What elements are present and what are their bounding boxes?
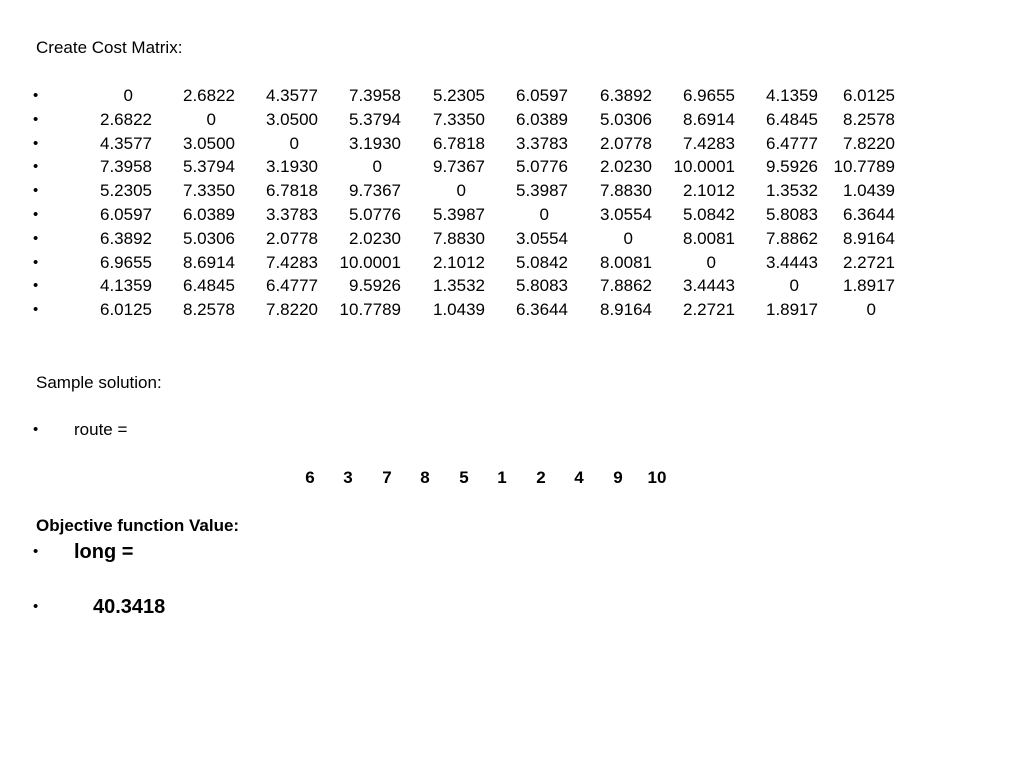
- matrix-cell: 3.0554: [516, 228, 568, 248]
- matrix-row: [0, 203, 1024, 227]
- matrix-cell: 4.1359: [766, 86, 818, 105]
- bullet-marker: •: [33, 543, 39, 560]
- matrix-cell: 0: [539, 205, 549, 224]
- matrix-cell: 7.3350: [183, 181, 235, 201]
- matrix-cell: 2.2721: [683, 300, 735, 320]
- route-stop: 5: [459, 468, 469, 487]
- matrix-cell: 7.8830: [433, 228, 485, 248]
- matrix-cell: 7.3958: [100, 157, 152, 177]
- matrix-cell: 1.8917: [766, 300, 818, 320]
- matrix-cell: 6.9655: [683, 86, 735, 105]
- matrix-cell: 6.4845: [183, 276, 235, 296]
- matrix-cell: 3.1930: [266, 157, 318, 177]
- matrix-cell: 6.0389: [516, 109, 568, 129]
- matrix-cell: 2.1012: [683, 181, 735, 201]
- matrix-cell: 2.6822: [183, 86, 235, 105]
- bullet-marker: •: [33, 598, 39, 615]
- matrix-cell: 1.0439: [433, 300, 485, 320]
- matrix-row: [0, 84, 1024, 108]
- route-stop: 2: [536, 468, 546, 487]
- matrix-cell: 5.3794: [349, 109, 401, 129]
- bullet-marker: •: [33, 158, 39, 176]
- matrix-cell: 5.3794: [183, 157, 235, 177]
- matrix-cell: 6.4845: [766, 109, 818, 129]
- matrix-cell: 2.0778: [266, 228, 318, 248]
- bullet-marker: •: [33, 253, 39, 271]
- route-stop: 10: [647, 468, 667, 487]
- route-values: [0, 466, 1024, 490]
- bullet-marker: •: [33, 182, 39, 200]
- matrix-cell: 3.3783: [266, 205, 318, 224]
- matrix-cell: 0: [623, 228, 633, 248]
- matrix-cell: 4.3577: [100, 133, 152, 153]
- matrix-cell: 3.0500: [183, 133, 235, 153]
- matrix-cell: 10.0001: [673, 157, 735, 177]
- matrix-cell: 5.0842: [516, 252, 568, 272]
- matrix-cell: 7.3958: [349, 86, 401, 105]
- matrix-cell: 0: [866, 300, 876, 320]
- matrix-cell: 6.4777: [766, 133, 818, 153]
- matrix-row: [0, 108, 1024, 132]
- bullet-marker: •: [33, 206, 39, 223]
- matrix-cell: 5.8083: [516, 276, 568, 296]
- matrix-cell: 3.1930: [349, 133, 401, 153]
- matrix-row: [0, 298, 1024, 322]
- objective-value: 40.3418: [93, 596, 166, 618]
- matrix-cell: 7.8862: [600, 276, 652, 296]
- matrix-cell: 7.3350: [433, 109, 485, 129]
- matrix-cell: 6.7818: [433, 133, 485, 153]
- bullet-marker: •: [33, 134, 39, 152]
- matrix-cell: 6.3644: [516, 300, 568, 320]
- matrix-cell: 6.3892: [100, 228, 152, 248]
- matrix-cell: 0: [289, 133, 299, 153]
- matrix-cell: 2.2721: [843, 252, 895, 272]
- bullet-marker: •: [33, 421, 39, 438]
- matrix-cell: 8.0081: [683, 228, 735, 248]
- bullet-marker: •: [33, 110, 39, 128]
- matrix-cell: 3.3783: [516, 133, 568, 153]
- matrix-cell: 5.2305: [433, 86, 485, 105]
- matrix-cell: 7.8862: [766, 228, 818, 248]
- matrix-cell: 0: [372, 157, 382, 177]
- matrix-row: [0, 132, 1024, 156]
- matrix-cell: 8.6914: [183, 252, 235, 272]
- route-stop: 7: [382, 468, 392, 487]
- matrix-cell: 5.8083: [766, 205, 818, 224]
- matrix-cell: 8.0081: [600, 252, 652, 272]
- route-stop: 4: [574, 468, 584, 487]
- matrix-cell: 7.8220: [843, 133, 895, 153]
- matrix-cell: 9.7367: [433, 157, 485, 177]
- cost-matrix-title: Create Cost Matrix:: [36, 38, 183, 57]
- matrix-cell: 2.0230: [349, 228, 401, 248]
- matrix-cell: 5.0306: [600, 109, 652, 129]
- matrix-cell: 3.4443: [766, 252, 818, 272]
- matrix-cell: 2.0778: [600, 133, 652, 153]
- matrix-cell: 7.4283: [683, 133, 735, 153]
- route-stop: 6: [305, 468, 315, 487]
- route-stop: 9: [613, 468, 623, 487]
- matrix-cell: 10.7789: [339, 300, 401, 320]
- matrix-cell: 8.2578: [843, 109, 895, 129]
- bullet-marker: •: [33, 277, 39, 295]
- bullet-marker: •: [33, 301, 39, 319]
- matrix-cell: 5.3987: [516, 181, 568, 201]
- matrix-cell: 9.7367: [349, 181, 401, 201]
- matrix-cell: 6.0597: [516, 86, 568, 105]
- matrix-cell: 5.2305: [100, 181, 152, 201]
- matrix-row: [0, 179, 1024, 203]
- matrix-cell: 1.0439: [843, 181, 895, 201]
- matrix-cell: 5.0842: [683, 205, 735, 224]
- matrix-cell: 0: [456, 181, 466, 201]
- objective-value-row: [0, 593, 1024, 621]
- matrix-cell: 6.3644: [843, 205, 895, 224]
- matrix-cell: 0: [123, 86, 133, 105]
- matrix-cell: 2.1012: [433, 252, 485, 272]
- long-label: long =: [74, 541, 134, 563]
- matrix-cell: 4.1359: [100, 276, 152, 296]
- matrix-cell: 1.3532: [766, 181, 818, 201]
- matrix-cell: 4.3577: [266, 86, 318, 105]
- matrix-cell: 0: [706, 252, 716, 272]
- matrix-cell: 7.8220: [266, 300, 318, 320]
- matrix-cell: 10.0001: [339, 252, 401, 272]
- matrix-cell: 3.0554: [600, 205, 652, 224]
- matrix-cell: 5.0776: [349, 205, 401, 224]
- matrix-cell: 10.7789: [833, 157, 895, 177]
- matrix-cell: 2.0230: [600, 157, 652, 177]
- matrix-cell: 0: [206, 109, 216, 129]
- sample-solution-title: Sample solution:: [36, 373, 162, 392]
- matrix-cell: 5.3987: [433, 205, 485, 224]
- matrix-cell: 5.0776: [516, 157, 568, 177]
- matrix-cell: 9.5926: [766, 157, 818, 177]
- matrix-cell: 6.0125: [100, 300, 152, 320]
- matrix-cell: 6.0389: [183, 205, 235, 224]
- matrix-row: [0, 227, 1024, 251]
- matrix-cell: 0: [789, 276, 799, 296]
- route-stop: 8: [420, 468, 430, 487]
- matrix-cell: 8.2578: [183, 300, 235, 320]
- route-stop: 3: [343, 468, 353, 487]
- matrix-row: [0, 155, 1024, 179]
- matrix-cell: 8.9164: [600, 300, 652, 320]
- route-stop: 1: [497, 468, 507, 487]
- matrix-cell: 5.0306: [183, 228, 235, 248]
- matrix-cell: 2.6822: [100, 109, 152, 129]
- matrix-cell: 6.9655: [100, 252, 152, 272]
- long-bullet-row: [0, 538, 1024, 566]
- matrix-row: [0, 251, 1024, 275]
- matrix-cell: 6.0597: [100, 205, 152, 224]
- matrix-cell: 3.4443: [683, 276, 735, 296]
- matrix-cell: 7.8830: [600, 181, 652, 201]
- bullet-marker: •: [33, 87, 39, 104]
- matrix-cell: 9.5926: [349, 276, 401, 296]
- matrix-cell: 1.8917: [843, 276, 895, 296]
- route-label: route =: [74, 420, 128, 439]
- route-bullet-row: [0, 418, 1024, 442]
- matrix-cell: 1.3532: [433, 276, 485, 296]
- matrix-cell: 6.4777: [266, 276, 318, 296]
- matrix-cell: 6.7818: [266, 181, 318, 201]
- matrix-cell: 6.0125: [843, 86, 895, 105]
- bullet-marker: •: [33, 229, 39, 247]
- matrix-cell: 6.3892: [600, 86, 652, 105]
- matrix-row: [0, 274, 1024, 298]
- matrix-cell: 8.9164: [843, 228, 895, 248]
- objective-title: Objective function Value:: [36, 516, 240, 535]
- matrix-cell: 3.0500: [266, 109, 318, 129]
- matrix-cell: 8.6914: [683, 109, 735, 129]
- matrix-cell: 7.4283: [266, 252, 318, 272]
